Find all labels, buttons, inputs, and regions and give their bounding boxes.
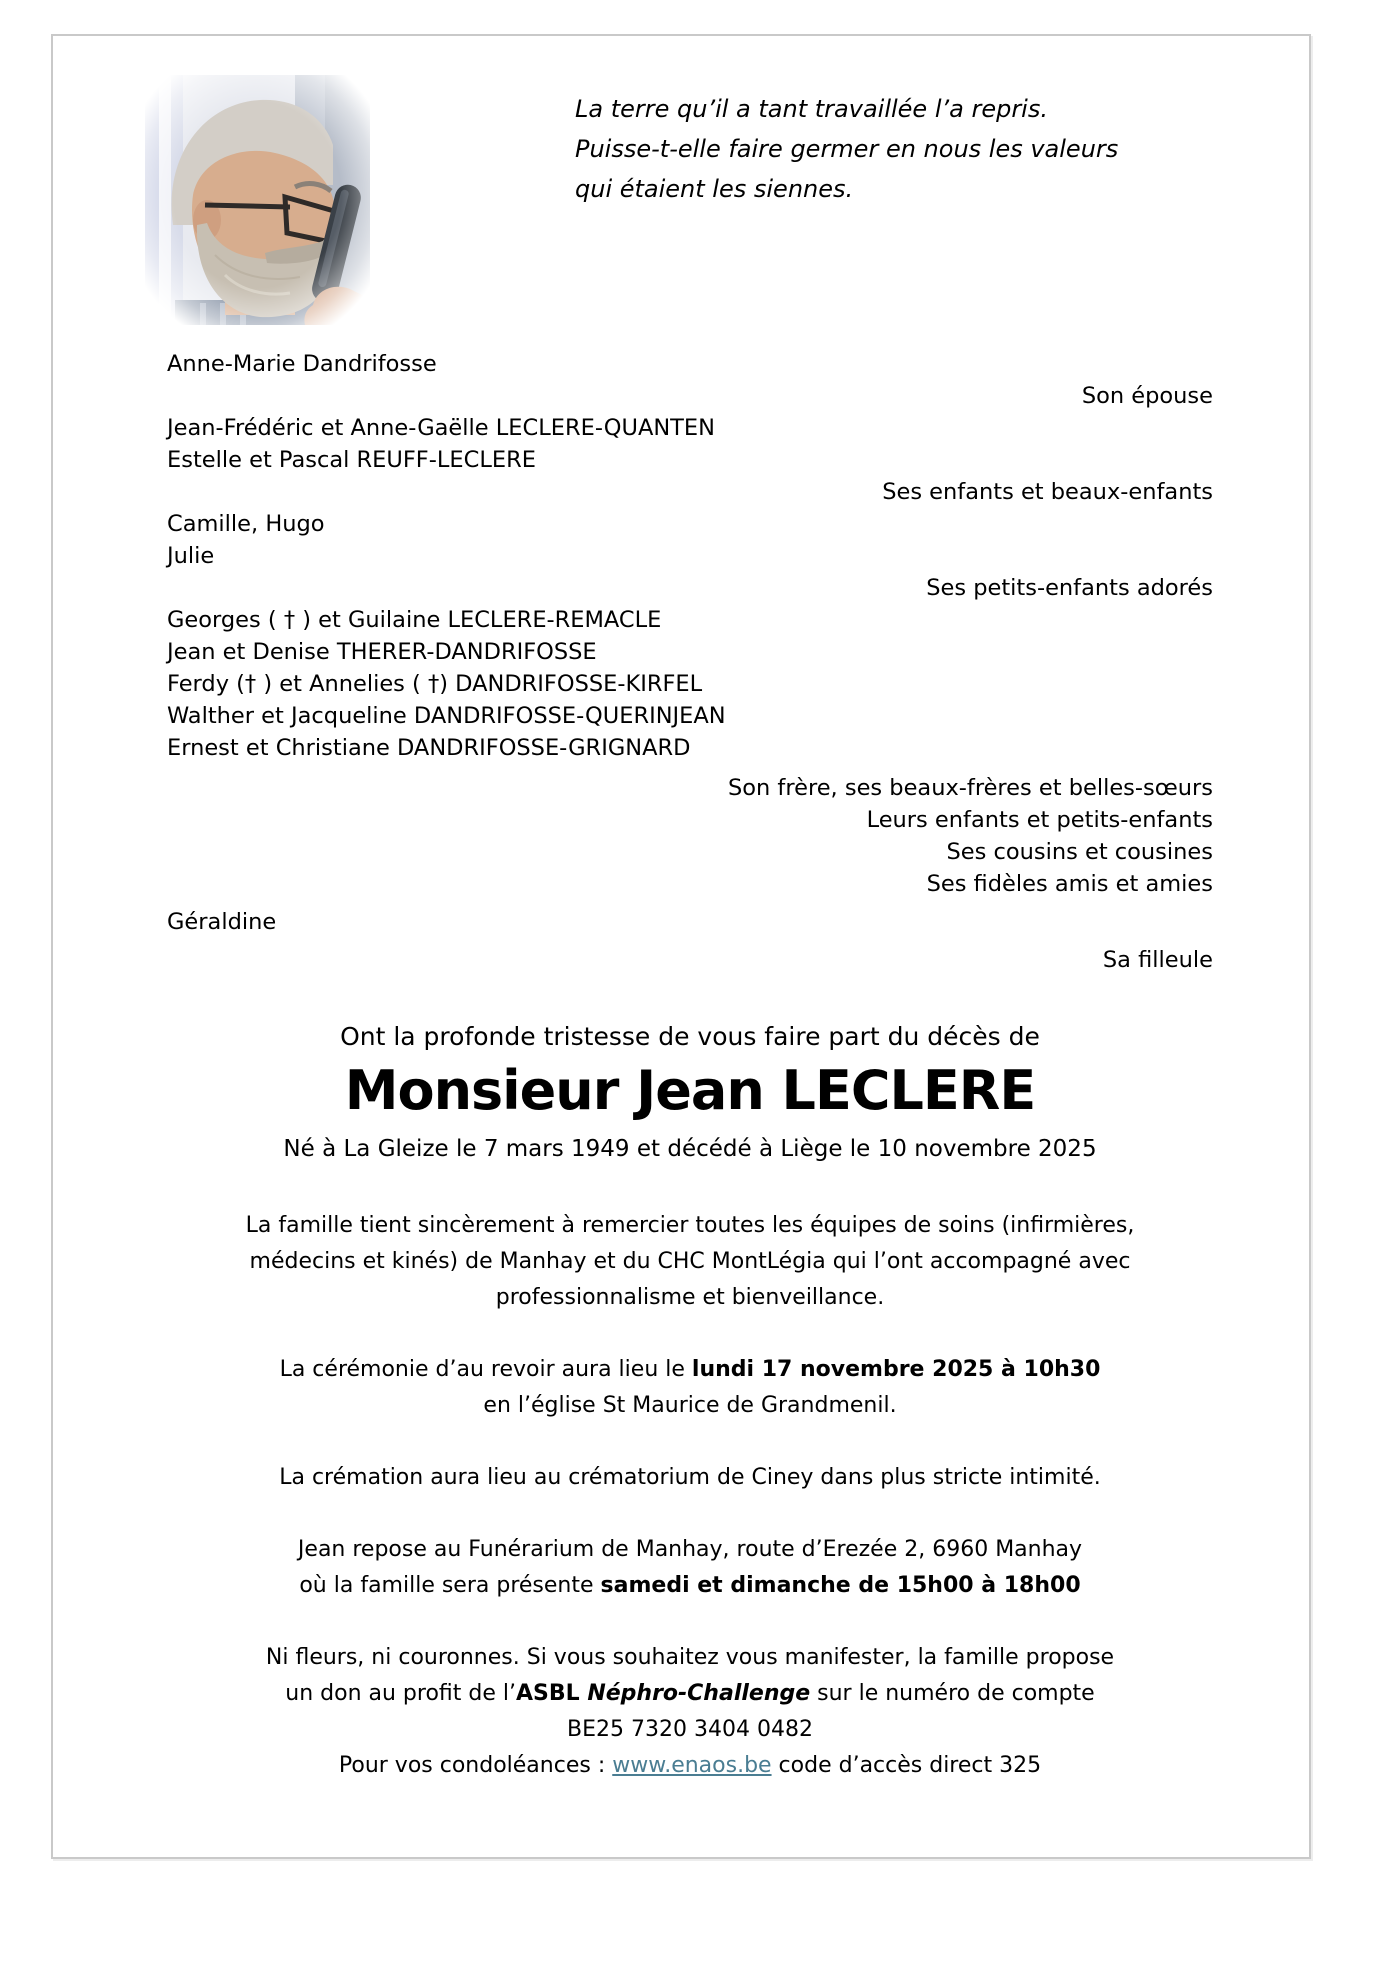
notice-line [167, 1640, 1213, 1676]
text-segment: sur le numéro de compte [810, 1681, 1095, 1706]
announcement-text: Ont la profonde tristesse de vous faire part du décès de [340, 1022, 1040, 1051]
family-relation-label: Ses cousins et cousines [946, 839, 1213, 865]
notice-line [167, 1712, 1213, 1748]
notice-paragraph [167, 1352, 1213, 1424]
notice-line [167, 1532, 1213, 1568]
family-relation-label: Sa filleule [1102, 947, 1213, 973]
epitaph-quote [575, 89, 1118, 209]
text-segment: en l’église St Maurice de Grandmenil. [483, 1393, 897, 1418]
text-segment: La crémation aura lieu au crématorium de Ciney dans plus stricte intimité. [279, 1465, 1101, 1490]
portrait-photo [145, 75, 370, 325]
notice-line [167, 1748, 1213, 1784]
notice-paragraphs [167, 1208, 1213, 1784]
deceased-name: Monsieur Jean LECLERE [344, 1059, 1036, 1122]
birth-death-line: Né à La Gleize le 7 mars 1949 et décédé à Liège le 10 novembre 2025 [283, 1136, 1097, 1162]
announcement-page [51, 34, 1311, 1859]
family-member-name: Anne-Marie Dandrifosse [167, 351, 437, 377]
epitaph-line: Puisse-t-elle faire germer en nous les valeurs [575, 135, 1119, 163]
family-member-name: Jean-Frédéric et Anne-Gaëlle LECLERE-QUANTEN [167, 415, 715, 441]
family-relation-label: Ses enfants et beaux-enfants [882, 479, 1213, 505]
family-member-name: Walther et Jacqueline DANDRIFOSSE-QUERINJEAN [167, 703, 726, 729]
family-member-name: Camille, Hugo [167, 511, 325, 537]
family-member-name: Géraldine [167, 909, 277, 935]
text-segment: Néphro-Challenge [587, 1681, 811, 1706]
text-segment: Ni fleurs, ni couronnes. Si vous souhaitez vous manifester, la famille propose [265, 1645, 1115, 1670]
text-segment: Pour vos condoléances : [338, 1753, 613, 1778]
notice-paragraph [167, 1208, 1213, 1316]
condolence-link[interactable]: www.enaos.be [612, 1753, 772, 1778]
text-segment: où la famille sera présente [299, 1573, 601, 1598]
epitaph-line: qui étaient les siennes. [575, 175, 854, 203]
notice-line [167, 1388, 1213, 1424]
notice-line [167, 1352, 1213, 1388]
family-member-name: Georges ( † ) et Guilaine LECLERE-REMACLE [167, 607, 662, 633]
notice-line [167, 1244, 1213, 1280]
text-segment: samedi et dimanche de 15h00 à 18h00 [600, 1573, 1081, 1598]
notice-paragraph [167, 1640, 1213, 1784]
family-relation-label: Son frère, ses beaux-frères et belles-sœurs [727, 775, 1213, 801]
text-segment: un don au profit de l’ [285, 1681, 516, 1706]
notice-paragraph [167, 1460, 1213, 1496]
text-segment: code d’accès direct 325 [771, 1753, 1042, 1778]
family-relation-label: Ses petits-enfants adorés [926, 575, 1213, 601]
family-relation-label: Son épouse [1081, 383, 1213, 409]
portrait-photo-graphic [145, 75, 370, 325]
text-segment: Jean repose au Funérarium de Manhay, route d’Erezée 2, 6960 Manhay [297, 1537, 1083, 1562]
text-segment: BE25 7320 3404 0482 [567, 1717, 813, 1742]
family-relation-label: Ses fidèles amis et amies [926, 871, 1213, 897]
text-segment: médecins et kinés) de Manhay et du CHC MontLégia qui l’ont accompagné avec [249, 1249, 1131, 1274]
notice-line [167, 1568, 1213, 1604]
epitaph-line: La terre qu’il a tant travaillée l’a repris. [575, 95, 1048, 123]
notice-line [167, 1676, 1213, 1712]
text-segment: professionnalisme et bienveillance. [495, 1285, 885, 1310]
family-member-name: Julie [167, 543, 215, 569]
family-member-name: Estelle et Pascal REUFF-LECLERE [167, 447, 536, 473]
notice-line [167, 1208, 1213, 1244]
text-segment: La cérémonie d’au revoir aura lieu le [279, 1357, 692, 1382]
family-member-name: Jean et Denise THERER-DANDRIFOSSE [167, 639, 597, 665]
text-segment: La famille tient sincèrement à remercier toutes les équipes de soins (infirmières, [245, 1213, 1135, 1238]
text-segment: ASBL [516, 1681, 588, 1706]
notice-line [167, 1280, 1213, 1316]
family-member-name: Ferdy († ) et Annelies ( †) DANDRIFOSSE-KIRFEL [167, 671, 703, 697]
text-segment: lundi 17 novembre 2025 à 10h30 [691, 1357, 1101, 1382]
notice-paragraph [167, 1532, 1213, 1604]
family-member-name: Ernest et Christiane DANDRIFOSSE-GRIGNARD [167, 735, 691, 761]
family-relation-label: Leurs enfants et petits-enfants [866, 807, 1213, 833]
notice-line [167, 1460, 1213, 1496]
